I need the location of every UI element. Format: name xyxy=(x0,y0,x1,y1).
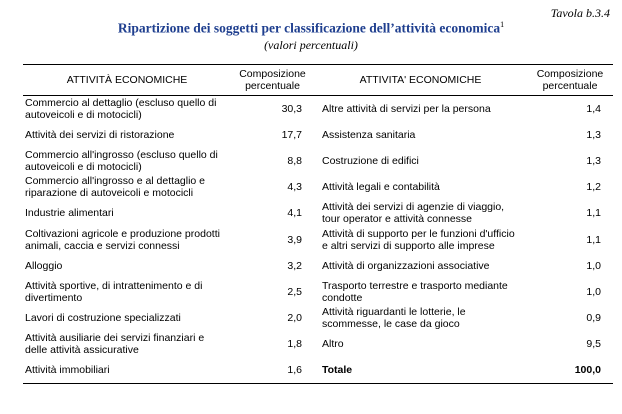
share-left xyxy=(231,174,314,200)
share-right-text: 1,0 xyxy=(586,285,601,298)
activity-right-text: Trasporto terrestre e trasporto mediante xyxy=(322,279,508,292)
activity-right xyxy=(314,122,527,148)
table-number: Tavola b.3.4 xyxy=(550,6,610,20)
activity-right-text: Costruzione di edifici xyxy=(322,154,419,167)
share-right xyxy=(527,305,613,331)
share-left xyxy=(231,148,314,174)
share-left xyxy=(231,122,314,148)
activity-left xyxy=(23,357,231,383)
activity-right xyxy=(314,226,527,252)
share-left-text: 4,1 xyxy=(287,207,302,220)
table-subtitle: (valori percentuali) xyxy=(264,38,358,52)
table-row xyxy=(23,226,613,252)
header-share-left-line1: Composizione xyxy=(239,68,306,80)
activity-right-text: Attività di supporto per le funzioni d'ufficio xyxy=(322,227,515,240)
share-right-text: 1,3 xyxy=(586,128,601,141)
activity-left xyxy=(23,122,231,148)
share-right-text: 1,3 xyxy=(586,154,601,167)
activity-left xyxy=(23,148,231,174)
header-activity-right: ATTIVITA' ECONOMICHE xyxy=(314,65,527,96)
share-left-text: 2,0 xyxy=(287,312,302,325)
share-right xyxy=(527,331,613,357)
header-share-right-line1: Composizione xyxy=(536,68,604,80)
share-right xyxy=(527,122,613,148)
share-left-text: 2,5 xyxy=(287,285,302,298)
activity-left xyxy=(23,174,231,200)
activity-left xyxy=(23,279,231,305)
table-row xyxy=(23,148,613,174)
share-right xyxy=(527,96,613,122)
activity-left-text: Attività dei servizi di ristorazione xyxy=(25,128,175,141)
activity-right-text: e altri servizi di supporto alle imprese xyxy=(322,239,495,252)
header-activity-left: ATTIVITÀ ECONOMICHE xyxy=(23,65,231,96)
share-right xyxy=(527,148,613,174)
table-row xyxy=(23,174,613,200)
activity-right-text: Altre attività di servizi per la persona xyxy=(322,102,491,115)
activity-right-text: scommesse, le case da gioco xyxy=(322,318,460,331)
share-right-text: 1,4 xyxy=(586,102,601,115)
activity-right xyxy=(314,96,527,122)
activity-left-text: Attività sportive, di intrattenimento e di xyxy=(25,279,203,292)
share-left-text: 30,3 xyxy=(281,102,302,115)
footnote-ref: 1 xyxy=(500,20,505,29)
activity-left xyxy=(23,331,231,357)
activity-left-text: Commercio al dettaglio (escluso quello di xyxy=(25,96,217,109)
activity-right xyxy=(314,253,527,279)
activity-right xyxy=(314,200,527,226)
share-right-text: 9,5 xyxy=(586,338,601,351)
activity-left xyxy=(23,200,231,226)
table-title xyxy=(0,20,622,37)
activity-right-text: Assistenza sanitaria xyxy=(322,128,416,141)
activity-left-text: divertimento xyxy=(25,291,83,304)
activity-right-text: Attività dei servizi di agenzie di viaggio, xyxy=(322,201,505,214)
activity-left-text: autoveicoli e di motocicli) xyxy=(25,108,142,121)
share-right xyxy=(527,357,613,383)
activity-right xyxy=(314,279,527,305)
table-row xyxy=(23,253,613,279)
share-right-text: 1,0 xyxy=(586,259,601,272)
share-left-text: 3,9 xyxy=(287,233,302,246)
share-right xyxy=(527,200,613,226)
table-row xyxy=(23,279,613,305)
header-share-right xyxy=(527,65,613,96)
activity-left-text: Attività immobiliari xyxy=(25,364,110,377)
share-left xyxy=(231,279,314,305)
activity-left-text: Commercio all'ingrosso (escluso quello di xyxy=(25,148,218,161)
activity-left-text: Lavori di costruzione specializzati xyxy=(25,312,181,325)
activity-left-text: delle attività assicurative xyxy=(25,344,139,357)
activity-right-text: Attività riguardanti le lotterie, le xyxy=(322,306,466,319)
activity-left-text: riparazione di autoveicoli e motocicli xyxy=(25,187,194,200)
table-row xyxy=(23,305,613,331)
header-share-left xyxy=(231,65,314,96)
share-right-text: 1,2 xyxy=(586,181,601,194)
activity-right xyxy=(314,305,527,331)
share-left xyxy=(231,305,314,331)
activity-left-text: Coltivazioni agricole e produzione prodotti xyxy=(25,227,220,240)
activity-right-text: Totale xyxy=(322,364,353,377)
activity-left-text: animali, caccia e servizi connessi xyxy=(25,239,180,252)
share-left xyxy=(231,200,314,226)
share-right-text: 1,1 xyxy=(586,233,601,246)
activity-left-text: autoveicoli e di motocicli) xyxy=(25,160,142,173)
share-left-text: 17,7 xyxy=(281,128,302,141)
activity-left xyxy=(23,226,231,252)
table-row xyxy=(23,357,613,383)
share-right xyxy=(527,253,613,279)
activity-right-text: Attività di organizzazioni associative xyxy=(322,259,490,272)
share-right xyxy=(527,226,613,252)
activity-left-text: Alloggio xyxy=(25,259,63,272)
activity-right xyxy=(314,148,527,174)
activity-left-text: Industrie alimentari xyxy=(25,207,114,220)
activity-right xyxy=(314,357,527,383)
activity-right-text: Altro xyxy=(322,338,344,351)
table-row xyxy=(23,122,613,148)
table-title-text: Ripartizione dei soggetti per classificazione dell’attività economica xyxy=(117,20,501,36)
share-left xyxy=(231,226,314,252)
share-right-text: 0,9 xyxy=(586,312,601,325)
share-left-text: 1,6 xyxy=(287,364,302,377)
table-row xyxy=(23,331,613,357)
activity-left xyxy=(23,96,231,122)
activity-right-text: condotte xyxy=(322,291,363,304)
share-left-text: 3,2 xyxy=(287,259,302,272)
header-share-right-line2: percentuale xyxy=(542,80,598,92)
share-right-text: 100,0 xyxy=(574,364,601,377)
share-left xyxy=(231,253,314,279)
activity-left-text: Attività ausiliarie dei servizi finanziari e xyxy=(25,332,205,345)
activity-right-text: Attività legali e contabilità xyxy=(322,181,440,194)
activity-right xyxy=(314,174,527,200)
activity-left-text: Commercio all'ingrosso e al dettaglio e xyxy=(25,175,206,188)
share-left xyxy=(231,331,314,357)
activity-right-text: tour operator e attività connesse xyxy=(322,213,473,226)
activity-right xyxy=(314,331,527,357)
share-left-text: 8,8 xyxy=(287,154,302,167)
share-left-text: 4,3 xyxy=(287,181,302,194)
share-left xyxy=(231,357,314,383)
activity-left xyxy=(23,305,231,331)
share-left xyxy=(231,96,314,122)
data-table xyxy=(23,64,613,384)
table-row xyxy=(23,200,613,226)
share-left-text: 1,8 xyxy=(287,338,302,351)
table-row xyxy=(23,96,613,122)
share-right-text: 1,1 xyxy=(586,207,601,220)
share-right xyxy=(527,174,613,200)
header-row xyxy=(23,65,613,96)
share-right xyxy=(527,279,613,305)
activity-left xyxy=(23,253,231,279)
header-share-left-line2: percentuale xyxy=(245,80,300,92)
